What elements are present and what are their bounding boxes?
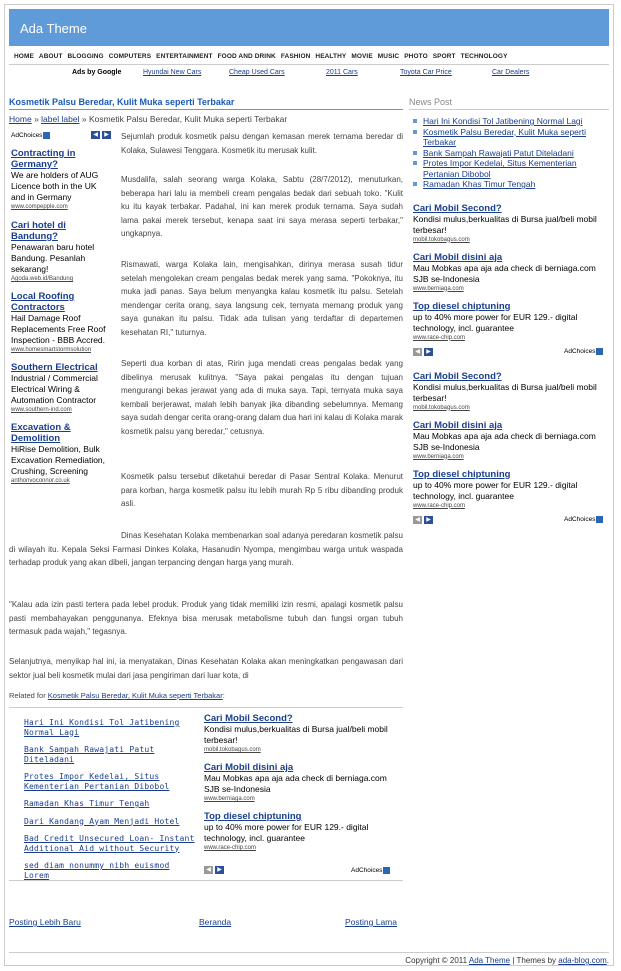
article-paragraph: Selanjutnya, menyikap hal ini, ia menyatakan, Dinas Kesehatan Kolaka akan meningkatkan pengawasan dari sektor jual beli kosmetik mulai dari jasa pengiriman dari luar kota, di	[9, 657, 403, 680]
site-title[interactable]: Ada Theme	[20, 21, 87, 36]
ads-by-google-label[interactable]: Ads by Google	[72, 69, 122, 76]
ad-url[interactable]: www.race-chip.com	[413, 502, 466, 509]
news-link[interactable]: Kosmetik Palsu Beredar, Kulit Muka seperti Terbakar	[423, 126, 586, 147]
related-post-link[interactable]: Kosmetik Palsu Beredar, Kulit Muka seperti Terbakar	[47, 691, 223, 700]
news-heading: News Post	[409, 97, 609, 110]
ad-item	[413, 420, 609, 461]
copyright-text: Copyright © 2011	[405, 956, 468, 965]
article-paragraph: Dinas Kesehatan Kolaka membenarkan soal adanya peredaran kosmetik palsu di wilayah itu. Kepala Seksi Farmasi Dinkes Kolaka, Hasanudin Nyompa, mengimbau warga untuk waspada terhadap produk yang akan dibeli, jangan terpancing dengan harga yang murah.	[9, 531, 403, 567]
ad-desc: HiRise Demolition, Bulk Excavation Remediation, Crushing, Screening	[11, 444, 106, 476]
nav-item-entertainment[interactable]: ENTERTAINMENT	[156, 53, 213, 60]
related-link[interactable]: Ramadan Khas Timur Tengah	[24, 799, 150, 808]
nav-item-music[interactable]: MUSIC	[377, 53, 400, 60]
adchoices	[351, 867, 390, 874]
site-header	[9, 9, 609, 46]
related-link[interactable]: Bad Credit Unsecured Loan- Instant Additional Aid without Security	[24, 834, 195, 853]
related-link[interactable]: Protes Impor Kedelai, Situs Kementerian Pertanian Dibobol	[24, 772, 170, 791]
list-item	[409, 179, 609, 190]
nav-item-healthy[interactable]: HEALTHY	[315, 53, 347, 60]
ad-desc: Kondisi mulus,berkualitas di Bursa jual/beli mobil terbesar!	[413, 213, 597, 235]
adchoices-icon[interactable]	[43, 132, 50, 139]
nav-item-about[interactable]: ABOUT	[38, 53, 63, 60]
nav-item-technology[interactable]: TECHNOLOGY	[460, 53, 508, 60]
footer-end: .	[606, 956, 609, 965]
list-item	[409, 148, 609, 159]
sidebar	[409, 97, 609, 526]
ad-url[interactable]: anthonvoconnor.co.uk	[11, 478, 70, 484]
related-link[interactable]: sed diam nonummy nibh euismod Lorem	[24, 861, 170, 880]
divider	[9, 880, 403, 881]
ad-nav	[204, 866, 224, 874]
related-prefix: Related for	[9, 691, 46, 700]
footer-site-link[interactable]: Ada Theme	[468, 956, 511, 965]
ad-url[interactable]: mobil.tokobagus.com	[413, 404, 470, 411]
ad-link[interactable]: 2011 Cars	[326, 69, 358, 76]
ad-link[interactable]: Car Dealers	[492, 69, 530, 76]
ad-item	[11, 291, 113, 354]
article-paragraph: Seperti dua korban di atas, Ririn juga mendati creas pengalas bedak yang dibelinya merusak kulitnya. "Saya pakai pengalas itu dengan tujuan mengurangi bekas jerawat yang ada di muka saya. Tapi, ternyata muka saya kembali berjerawat, malah lebih banyak jika dibanding sebelumnya. Memang saya sudah dengar cerita orang-orang dalam dua hari ini kalau di Kolaka marak kosmetik palsu yang beredar," cetusnya.	[121, 359, 403, 436]
ad-title[interactable]: Local Roofing Contractors	[11, 291, 75, 313]
related-link[interactable]: Dari Kandang Ayam Menjadi Hotel	[24, 816, 180, 826]
article-paragraph: "Kalau ada izin pasti tertera pada lebel produk. Produk yang tidak memiliki izin resmi, apalagi kosmetik palsu pasti membahayakan penggunanya. Efeknya bisa merusak metabolisme tubuh dan fungsi organ tubuh termasuk pada wajah," tegasnya.	[9, 600, 403, 636]
ad-title[interactable]: Top diesel chiptuning	[413, 468, 511, 480]
ad-desc: Kondisi mulus,berkualitas di Bursa jual/beli mobil terbesar!	[204, 724, 388, 745]
main-nav	[9, 50, 609, 65]
ad-desc: up to 40% more power for EUR 129.- digital technology, incl. guarantee	[413, 311, 578, 333]
list-item	[409, 158, 609, 179]
ad-url[interactable]: mobil.tokobagus.com	[204, 747, 261, 753]
ad-title[interactable]: Cari Mobil Second?	[413, 370, 502, 382]
ad-desc: Penawaran baru hotel Bandung. Pesanlah sekarang!	[11, 242, 95, 274]
breadcrumb-separator: »	[81, 114, 87, 124]
article-paragraph: Musdalifa, salah seorang warga Kolaka, Sabtu (28/7/2012), menuturkan, beberapa hari lalu ia membeli cream pengalas bedak dari sebuah toko. "Kulit ku itu kayak terbakar. Padahal, ini kan merek produk ternama. Saya sudah lama pakai merek tersebut, kenapa saat ini saya merasa seperti terbakar," ungkapnya.	[121, 175, 403, 238]
ad-title[interactable]: Cari Mobil Second?	[413, 202, 502, 214]
ad-item	[413, 252, 609, 293]
ad-url[interactable]: www.race-chip.com	[413, 334, 466, 341]
ad-desc: Hail Damage Roof Replacements Free Roof Inspection - BBB Accred.	[11, 313, 106, 345]
ad-item	[204, 762, 402, 803]
related-suffix: :	[222, 691, 225, 700]
ad-desc: Mau Mobkas apa aja ada check di berniaga.com SJB se-Indonesia	[413, 262, 596, 284]
article-paragraph: Kosmetik palsu tersebut diketahui beredar di Pasar Sentral Kolaka. Menurut para korban, harga kosmetik palsu itu lebih murah Rp 5 ribu dibanding produk asli.	[121, 472, 403, 508]
ad-item	[204, 811, 402, 852]
news-link[interactable]: Hari Ini Kondisi Tol Jatibening Normal Lagi	[423, 116, 583, 126]
ad-desc: Mau Mobkas apa aja ada check di berniaga.com SJB se-Indonesia	[204, 773, 387, 794]
ad-title[interactable]: Cari Mobil disini aja	[204, 762, 294, 773]
ad-item	[11, 148, 113, 211]
nav-item-home[interactable]: HOME	[14, 53, 34, 60]
ad-title[interactable]: Cari Mobil disini aja	[413, 251, 503, 263]
ad-link[interactable]: Cheap Used Cars	[229, 69, 285, 76]
themes-by-text: | Themes by	[512, 956, 557, 965]
sidebar-ad-block-2	[409, 371, 609, 526]
divider	[9, 707, 403, 708]
home-link[interactable]: Beranda	[199, 917, 232, 927]
breadcrumb-label[interactable]: label label	[41, 114, 80, 124]
prev-ad-icon[interactable]: ◀	[204, 866, 213, 874]
left-ad-block	[11, 130, 113, 485]
ad-title[interactable]: Top diesel chiptuning	[413, 300, 511, 312]
related-link[interactable]: Bank Sampah Rawajati Patut Diteladani	[24, 745, 155, 764]
ad-title[interactable]: Top diesel chiptuning	[204, 811, 302, 822]
prev-ad-icon[interactable]: ◀	[413, 516, 422, 524]
breadcrumb-separator: »	[34, 114, 39, 124]
nav-item-blogging[interactable]: BLOGGING	[67, 53, 104, 60]
nav-item-food-and-drink[interactable]: FOOD AND DRINK	[217, 53, 276, 60]
adchoices	[564, 516, 603, 523]
breadcrumb-current: Kosmetik Palsu Beredar, Kulit Muka seperti Terbakar	[88, 114, 288, 124]
breadcrumb	[9, 114, 287, 124]
adchoices-icon[interactable]	[383, 867, 390, 874]
ad-links-bar	[9, 66, 609, 80]
nav-item-sport[interactable]: SPORT	[432, 53, 456, 60]
adchoices-icon[interactable]	[596, 516, 603, 523]
ad-link[interactable]: Toyota Car Price	[400, 69, 452, 76]
breadcrumb-home[interactable]: Home	[9, 114, 32, 124]
ad-item	[413, 469, 609, 510]
ad-url[interactable]: Agoda.web.id/Bandung	[11, 276, 74, 282]
nav-item-photo[interactable]: PHOTO	[404, 53, 428, 60]
news-link[interactable]: Protes Impor Kedelai, Situs Kementerian Pertanian Dibobol	[423, 158, 577, 179]
ad-link[interactable]: Hyundai New Cars	[143, 69, 202, 76]
ad-item	[11, 422, 113, 485]
ad-title[interactable]: Contracting in Germany?	[11, 148, 76, 170]
related-link[interactable]: Hari Ini Kondisi Tol Jatibening Normal Lagi	[24, 718, 180, 737]
list-item	[409, 116, 609, 127]
ad-desc: We are holders of AUG Licence both in the UK and in Germany	[11, 170, 99, 202]
ad-item	[413, 371, 609, 412]
ad-item	[11, 220, 113, 283]
newer-posts-link[interactable]: Posting Lebih Baru	[9, 917, 81, 927]
next-ad-icon[interactable]: ▶	[424, 516, 433, 524]
ad-item	[413, 301, 609, 342]
ad-title[interactable]: Cari hotel di Bandung?	[11, 220, 66, 242]
ad-desc: Mau Mobkas apa aja ada check di berniaga.com SJB se-Indonesia	[413, 430, 596, 452]
ad-item	[204, 713, 402, 754]
ad-url[interactable]: www.compepple.com	[11, 204, 68, 210]
news-link[interactable]: Bank Sampah Rawajati Patut Diteladani	[423, 147, 574, 158]
ad-url[interactable]: www.homesmartstormsolution	[11, 347, 92, 353]
ad-url[interactable]: mobil.tokobagus.com	[413, 236, 470, 243]
adchoices-icon[interactable]	[596, 348, 603, 355]
footer-author-link[interactable]: ada-blog.com	[558, 956, 607, 965]
ad-url[interactable]: www.berniaga.com	[413, 285, 464, 292]
nav-item-movie[interactable]: MOVIE	[351, 53, 373, 60]
adchoices-label[interactable]: AdChoices	[351, 867, 383, 875]
news-list	[409, 116, 609, 190]
ad-url[interactable]: www.berniaga.com	[204, 796, 255, 802]
nav-item-computers[interactable]: COMPUTERS	[108, 53, 152, 60]
ad-url[interactable]: www.race-chip.com	[204, 845, 257, 851]
adchoices-label[interactable]: AdChoices	[564, 347, 596, 355]
ad-title[interactable]: Cari Mobil disini aja	[413, 419, 503, 431]
related-list	[24, 718, 199, 880]
ad-title[interactable]: Excavation & Demolition	[11, 422, 71, 444]
next-ad-icon[interactable]: ▶	[102, 131, 111, 139]
article-paragraph: Sejumlah produk kosmetik palsu dengan kemasan merek ternama beredar di Kolaka, Sulawesi Tenggara. Kosmetik itu merusak kulit.	[121, 132, 403, 155]
sidebar-ad-block-1	[409, 203, 609, 358]
ad-item	[413, 203, 609, 244]
adchoices-label[interactable]: AdChoices	[11, 132, 43, 139]
next-ad-icon[interactable]: ▶	[424, 348, 433, 356]
prev-ad-icon[interactable]: ◀	[413, 348, 422, 356]
post-title[interactable]: Kosmetik Palsu Beredar, Kulit Muka seperti Terbakar	[9, 97, 403, 110]
ad-desc: up to 40% more power for EUR 129.- digital technology, incl. guarantee	[413, 479, 578, 501]
ad-title[interactable]: Cari Mobil Second?	[204, 713, 293, 724]
ad-url[interactable]: www.berniaga.com	[413, 453, 464, 460]
ad-desc: Industrial / Commercial Electrical Wiring & Automation Contractor	[11, 373, 98, 405]
footer	[9, 952, 609, 965]
ad-desc: Kondisi mulus,berkualitas di Bursa jual/beli mobil terbesar!	[413, 381, 597, 403]
next-ad-icon[interactable]: ▶	[215, 866, 224, 874]
adchoices	[564, 348, 603, 355]
older-posts-link[interactable]: Posting Lama	[345, 917, 397, 927]
list-item	[409, 127, 609, 148]
related-ad-block	[204, 713, 402, 852]
ad-title[interactable]: Southern Electrical	[11, 362, 98, 373]
nav-item-fashion[interactable]: FASHION	[280, 53, 311, 60]
prev-ad-icon[interactable]: ◀	[91, 131, 100, 139]
news-link[interactable]: Ramadan Khas Timur Tengah	[423, 179, 536, 189]
adchoices-label[interactable]: AdChoices	[564, 515, 596, 523]
article-paragraph: Rismawati, warga Kolaka lain, mengisahkan, dirinya merasa susah tidur setelah mengolekan cream pengalas bedak merek yang sama. "Pokoknya, itu muka jadi panas. Saya belum menyangka kalau kosmetik itu palsu. Setelah mendengar cerita orang, saya langsung cek, ternyata memang produk yang saya gunakan itu palsu. Tidak ada tulisan yang terdaftar di departemen kesehatan RI," tuturnya.	[121, 260, 403, 337]
related-heading	[9, 691, 225, 700]
ad-item	[11, 362, 113, 414]
ad-desc: up to 40% more power for EUR 129.- digital technology, incl. guarantee	[204, 822, 369, 843]
ad-url[interactable]: www.southern-ind.com	[11, 407, 72, 413]
